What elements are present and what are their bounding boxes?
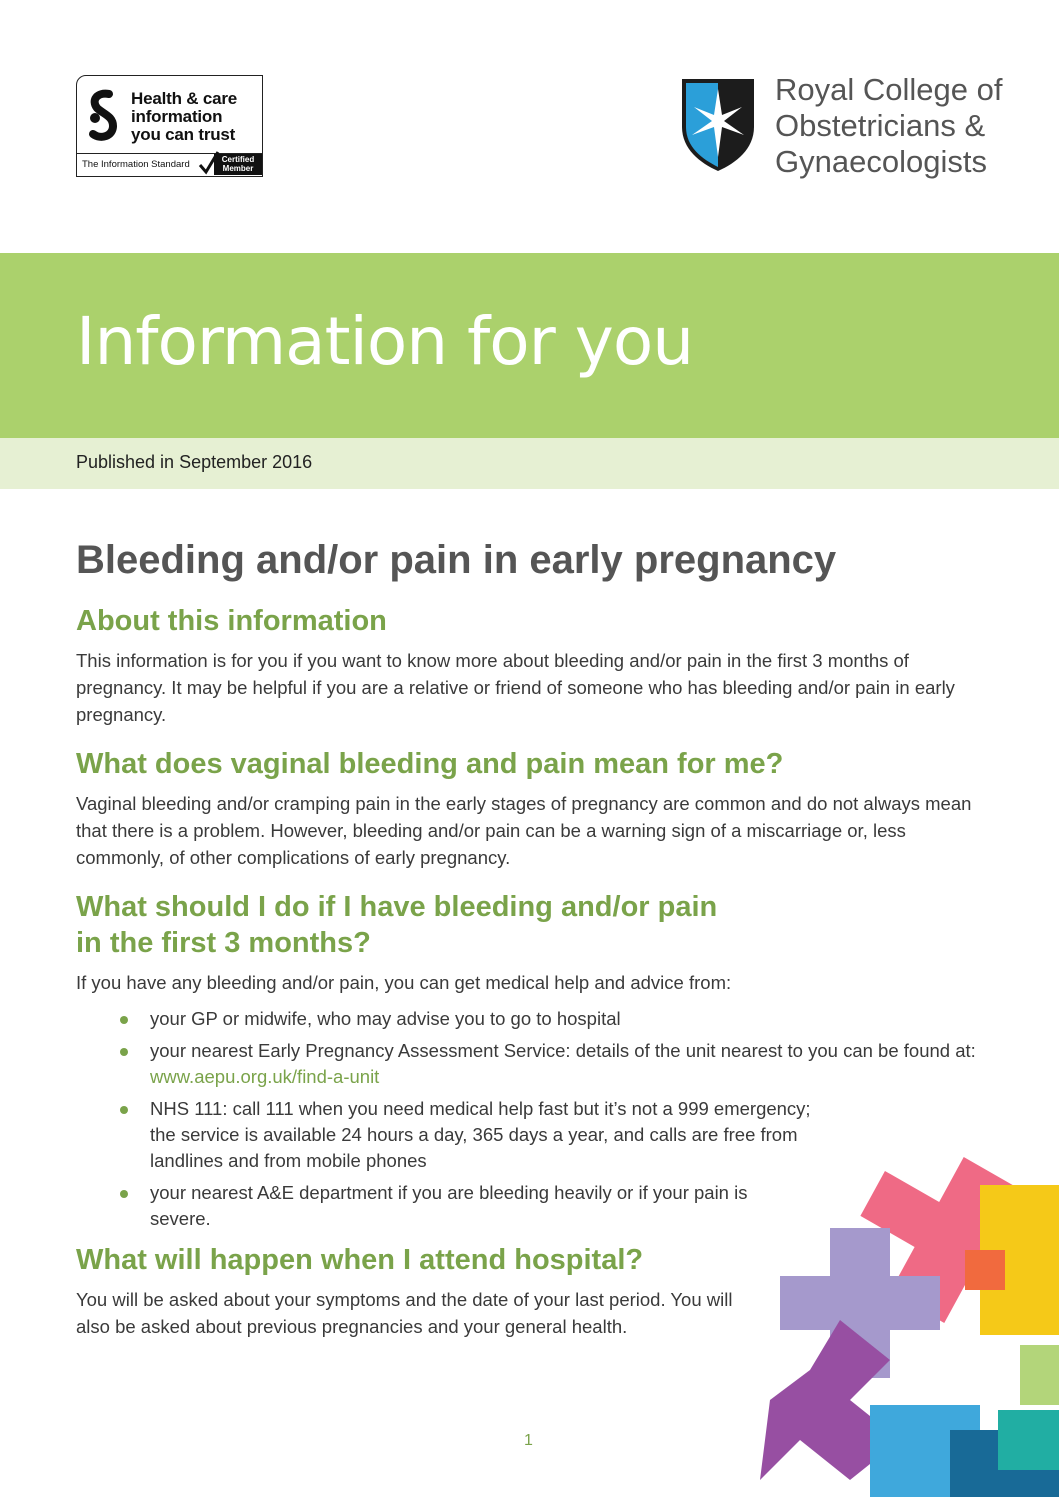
find-a-unit-link[interactable]: www.aepu.org.uk/find-a-unit <box>150 1066 380 1087</box>
logo-line-3: you can trust <box>131 125 236 144</box>
certified-line-1: Certified <box>221 155 255 164</box>
page-number: 1 <box>524 1432 533 1449</box>
heading-line-2: in the first 3 months? <box>76 927 371 959</box>
section-heading-about: About this information <box>76 605 387 637</box>
list-item <box>150 1006 986 1032</box>
section-body-meaning: Vaginal bleeding and/or cramping pain in the early stages of pregnancy are common and do not always mean that there is a problem. However, bleeding and/or pain can be a warning sign of a miscarriage or, less commonly, of other complications of early pregnancy. <box>76 793 972 868</box>
list-item <box>150 1038 986 1090</box>
org-name-line-2: Obstetricians & <box>775 108 986 143</box>
published-date: Published in September 2016 <box>76 452 313 472</box>
section-heading-what-to-do <box>76 889 986 961</box>
information-standard-bar <box>77 153 262 176</box>
section-heading-meaning: What does vaginal bleeding and pain mean for me? <box>76 748 784 780</box>
title-banner <box>0 253 1059 438</box>
information-standard-logo <box>76 75 263 177</box>
section-body-about: This information is for you if you want to know more about bleeding and/or pain in the first 3 months of pregnancy. It may be helpful if you are a relative or friend of someone who has bleeding and/or pain in early pregnancy. <box>76 650 955 725</box>
logo-line-1: Health & care <box>131 89 238 108</box>
certified-member-badge <box>214 154 262 175</box>
logo-line-2: information <box>131 107 223 126</box>
list-item <box>150 1096 830 1174</box>
list-item-text: your nearest Early Pregnancy Assessment Service: details of the unit nearest to you can be found at: <box>150 1040 976 1061</box>
information-standard-text: The Information Standard <box>82 159 190 170</box>
section-body-hospital: You will be asked about your symptoms and the date of your last period. You will also be asked about previous pregnancies and your general health. <box>76 1289 733 1337</box>
document-title: Bleeding and/or pain in early pregnancy <box>76 538 837 582</box>
heading-line-1: What should I do if I have bleeding and/or pain <box>76 891 718 923</box>
org-name-line-1: Royal College of <box>775 72 1003 107</box>
shield-star-icon <box>680 77 756 173</box>
published-bar <box>0 438 1059 489</box>
org-name-line-3: Gynaecologists <box>775 144 987 179</box>
list-item <box>150 1180 760 1232</box>
section-heading-hospital: What will happen when I attend hospital? <box>76 1244 644 1276</box>
list-item-text: your nearest A&E department if you are bleeding heavily or if your pain is severe. <box>150 1182 748 1229</box>
information-standard-icon <box>87 88 121 146</box>
banner-title: Information for you <box>76 303 694 380</box>
list-item-text: your GP or midwife, who may advise you to go to hospital <box>150 1008 621 1029</box>
certified-line-2: Member <box>222 164 254 173</box>
list-item-text: NHS 111: call 111 when you need medical help fast but it’s not a 999 emergency; the service is available 24 hours a day, 365 days a year, and calls are free from landlines and from mobile phones <box>150 1098 811 1171</box>
section-intro-what-to-do: If you have any bleeding and/or pain, you can get medical help and advice from: <box>76 972 732 993</box>
decorative-crosses-graphic <box>740 1150 1059 1497</box>
